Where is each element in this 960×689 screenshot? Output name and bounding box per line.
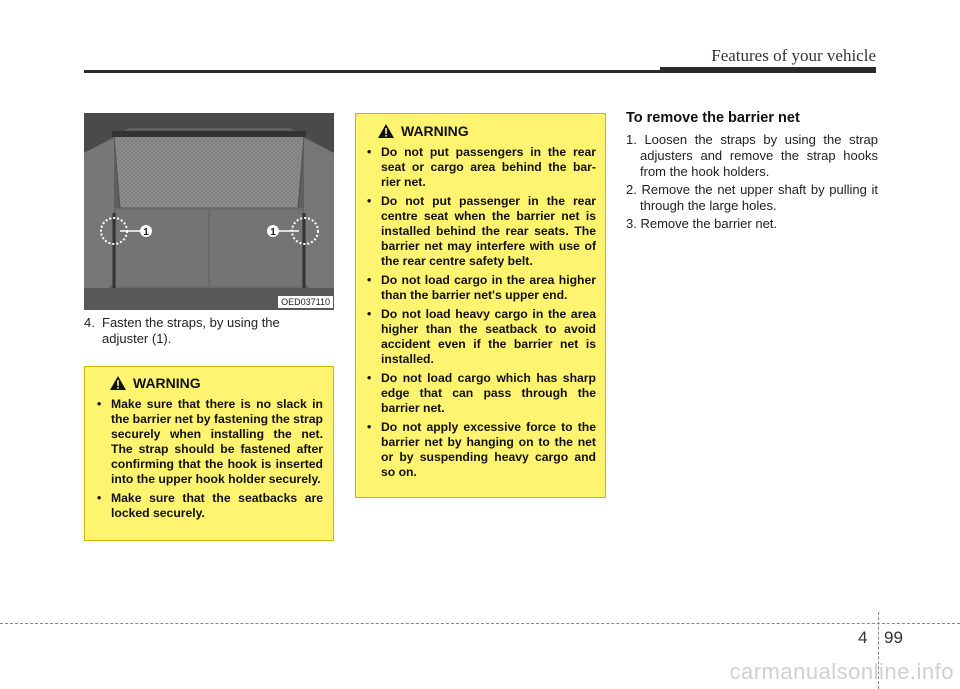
warning-item: • Do not apply excessive force to the barrier net by hanging on to the net or by suspending heavy cargo and so on. xyxy=(365,420,596,480)
warning-item: • Make sure that the seatbacks are locked securely. xyxy=(95,491,323,521)
section-title: To remove the barrier net xyxy=(626,110,800,126)
warning-item: • Do not put passenger in the rear centre seat when the barrier net is installed behind the rear seats. The barrier net may interfere with use of the rear centre safety belt. xyxy=(365,194,596,269)
warning-item: • Do not load cargo in the area higher than the barrier net's upper end. xyxy=(365,273,596,303)
step-number: 4. xyxy=(84,315,95,330)
warning-heading xyxy=(365,123,596,139)
figure-code: OED037110 xyxy=(278,296,333,308)
warning-box-2 xyxy=(355,113,606,498)
remove-step: 2. Remove the net upper shaft by pulling it through the large holes. xyxy=(626,182,878,213)
cargo-area-illustration xyxy=(84,113,334,310)
header-rule-accent xyxy=(660,67,876,73)
chapter-number: 4 xyxy=(858,628,868,647)
step-text-line2: adjuster (1). xyxy=(102,331,172,346)
warning-item: • Make sure that there is no slack in the barrier net by fastening the strap securely when installing the net. The strap should be fastened after confirming that the hook is inserted into the upper hook holder securely. xyxy=(95,397,323,487)
warning-title: WARNING xyxy=(401,123,469,139)
net-upper-shaft xyxy=(112,131,306,137)
remove-step: 3. Remove the barrier net. xyxy=(626,216,778,231)
step-4 xyxy=(84,315,334,347)
warning-item: • Do not load cargo which has sharp edge that can pass through the barrier net. xyxy=(365,371,596,416)
callout-left: 1 xyxy=(143,227,149,238)
warning-title: WARNING xyxy=(133,375,201,391)
footer-rule xyxy=(0,623,960,624)
remove-steps-list xyxy=(626,132,878,232)
warning-heading xyxy=(95,375,323,391)
warning-box-1 xyxy=(84,366,334,541)
warning-item: • Do not put passengers in the rear seat or cargo area behind the bar-rier net. xyxy=(365,145,596,190)
step-text-line1: Fasten the straps, by using the xyxy=(102,315,280,330)
header-title: Features of your vehicle xyxy=(711,46,876,65)
warning-triangle-icon xyxy=(377,123,395,139)
remove-net-section xyxy=(626,110,878,234)
warning-item: • Do not load heavy cargo in the area higher than the seatback to avoid accident even if the barrier net is installed. xyxy=(365,307,596,367)
warning-triangle-icon xyxy=(109,375,127,391)
remove-step: 1. Loosen the straps by using the strap adjusters and remove the strap hooks from the hook holders. xyxy=(626,132,878,179)
warning-list xyxy=(365,145,596,480)
watermark: carmanualsonline.info xyxy=(729,659,954,684)
cargo-barrier-photo xyxy=(84,113,334,310)
callout-right: 1 xyxy=(270,227,276,238)
warning-list xyxy=(95,397,323,521)
page-number: 99 xyxy=(884,628,903,647)
